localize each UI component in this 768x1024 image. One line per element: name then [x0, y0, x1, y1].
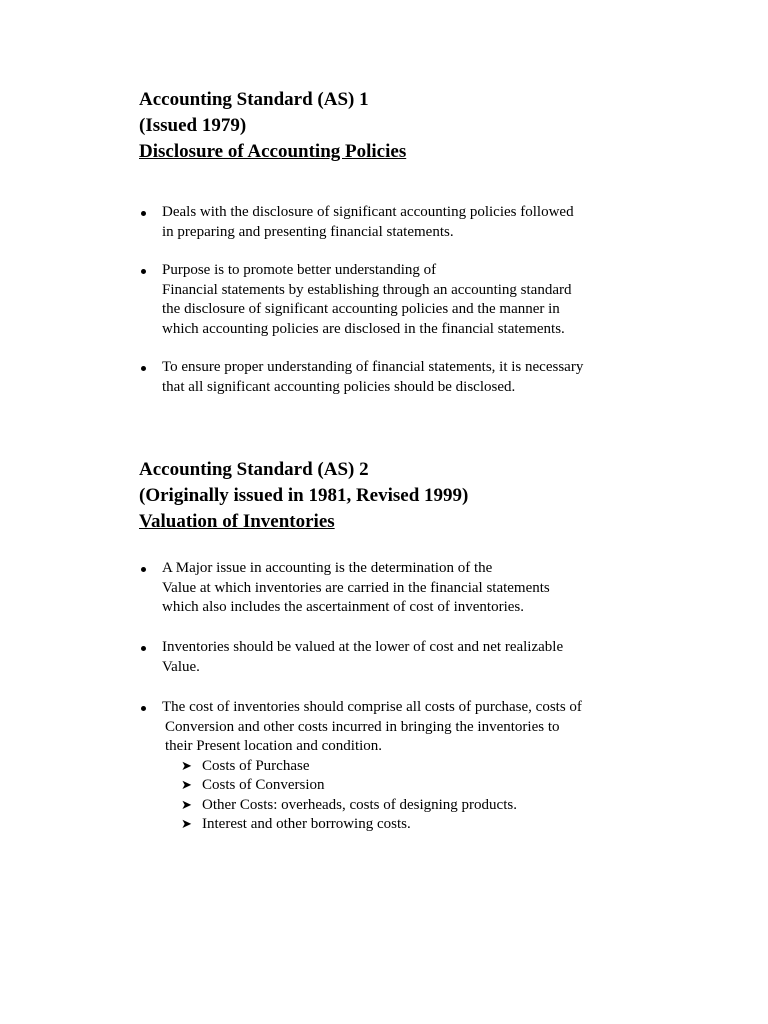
bullet-line: that all significant accounting policies should be disclosed.: [162, 378, 516, 395]
bullet-dot-icon: [141, 269, 146, 274]
bullet-line: Value at which inventories are carried in the financial statements: [162, 579, 550, 596]
bullet-line: their Present location and condition.: [165, 738, 383, 754]
as2-bullet-3: [139, 698, 582, 835]
as2-bullet-2: [139, 638, 563, 677]
bullet-dot-icon: [141, 211, 146, 216]
as2-subject: Valuation of Inventories: [139, 511, 335, 532]
as2-title: Accounting Standard (AS) 2: [139, 459, 369, 480]
as2-sub-list: [162, 757, 582, 835]
bullet-line: Inventories should be valued at the lower of cost and net realizable: [162, 639, 564, 655]
bullet-line: To ensure proper understanding of financial statements, it is necessary: [162, 359, 584, 375]
bullet-dot-icon: [141, 567, 146, 572]
as1-subject: Disclosure of Accounting Policies: [139, 141, 407, 162]
as2-bullet-1: [139, 559, 550, 618]
as2-section: [139, 457, 739, 832]
arrowhead-bullet-icon: ➤: [181, 817, 192, 832]
bullet-dot-icon: [141, 706, 146, 711]
sub-item-label: Other Costs: overheads, costs of designing products.: [202, 796, 517, 813]
as1-section: [139, 87, 739, 395]
sub-list-item: [181, 757, 582, 777]
bullet-line: Conversion and other costs incurred in bringing the inventories to: [165, 718, 560, 735]
bullet-dot-icon: [141, 366, 146, 371]
bullet-line: A Major issue in accounting is the determination of the: [162, 560, 493, 576]
as1-bullet-3: [139, 358, 583, 397]
bullet-line: the disclosure of significant accounting policies and the manner in: [162, 301, 560, 317]
arrowhead-bullet-icon: ➤: [181, 778, 192, 793]
sub-item-label: Costs of Purchase: [202, 757, 310, 774]
as1-bullet-2: [139, 261, 572, 339]
sub-list-item: [181, 815, 582, 835]
bullet-line: Deals with the disclosure of significant accounting policies followed: [162, 204, 574, 220]
bullet-line: in preparing and presenting financial statements.: [162, 223, 454, 240]
as2-issued: (Originally issued in 1981, Revised 1999): [139, 485, 469, 506]
sub-list-item: [181, 776, 582, 796]
bullet-line: Value.: [162, 658, 200, 675]
arrowhead-bullet-icon: ➤: [181, 758, 192, 774]
as1-bullet-1: [139, 203, 574, 242]
sub-item-label: Costs of Conversion: [202, 777, 325, 793]
bullet-line: Purpose is to promote better understanding of: [162, 262, 437, 278]
as1-issued: (Issued 1979): [139, 115, 247, 136]
bullet-line: which also includes the ascertainment of cost of inventories.: [162, 599, 524, 615]
bullet-dot-icon: [141, 646, 146, 651]
sub-item-label: Interest and other borrowing costs.: [202, 816, 411, 832]
arrowhead-bullet-icon: ➤: [181, 797, 192, 813]
bullet-line: The cost of inventories should comprise all costs of purchase, costs of: [162, 699, 582, 715]
as1-title: Accounting Standard (AS) 1: [139, 89, 369, 110]
bullet-line: which accounting policies are disclosed in the financial statements.: [162, 320, 565, 337]
sub-list-item: [181, 796, 582, 816]
bullet-line: Financial statements by establishing through an accounting standard: [162, 281, 572, 298]
